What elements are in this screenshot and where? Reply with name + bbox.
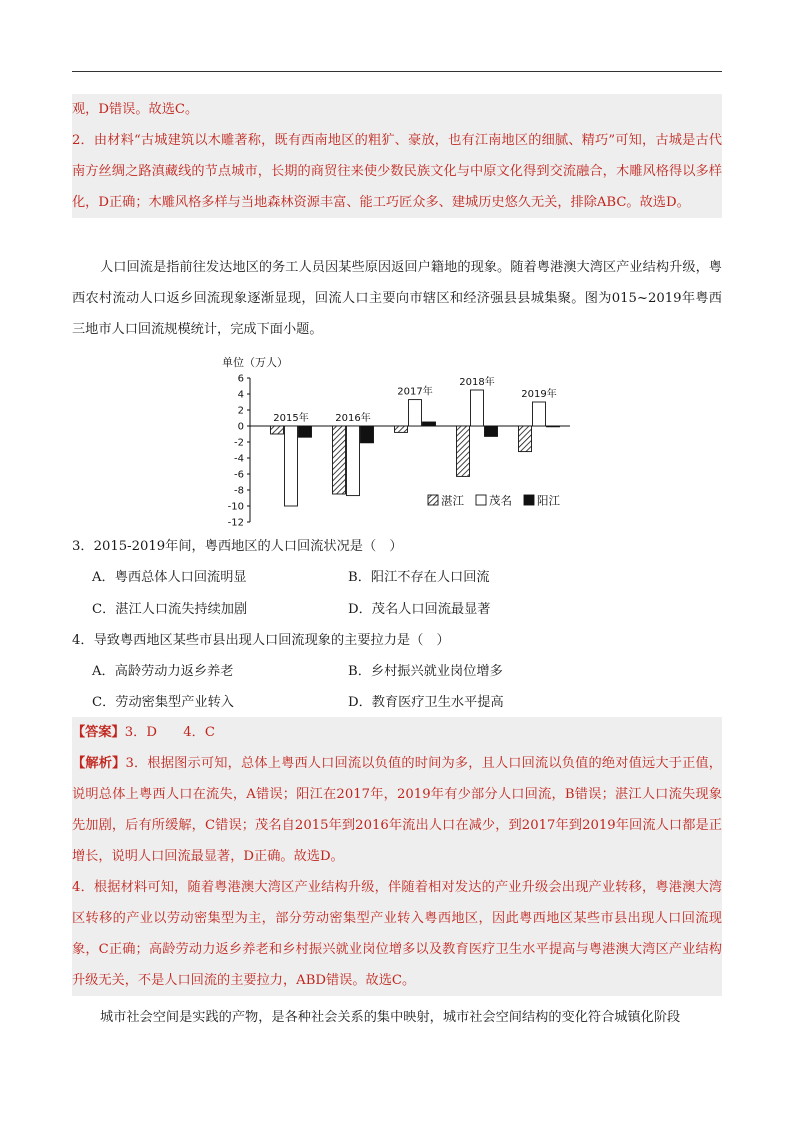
maoming-bar (533, 402, 546, 426)
y-tick-label: 2 (237, 405, 244, 417)
legend-swatch (524, 495, 534, 505)
q3-option-b[interactable]: B．阳江不存在人口回流 (348, 570, 490, 585)
legend-label: 湛江 (441, 493, 464, 508)
chart-svg (212, 352, 582, 532)
yangjiang-bar (547, 426, 560, 427)
maoming-bar (285, 426, 298, 506)
yangjiang-bar (361, 426, 374, 443)
maoming-bar (409, 400, 422, 426)
q4-option-a[interactable]: A．高龄劳动力返乡养老 (92, 664, 234, 679)
q3-option-d[interactable]: D．茂名人口回流最显著 (348, 602, 491, 617)
yangjiang-bar (485, 426, 498, 436)
population-return-chart (212, 352, 582, 532)
legend-label: 茂名 (489, 493, 512, 508)
analysis-q4: 4．根据材料可知，随着粤港澳大湾区产业结构升级，伴随着相对发达的产业升级会出现产业转移，粤港澳大湾区转移的产业以劳动密集型为主，部分劳动密集型产业转入粤西地区，因此粤西地区某些市县出现人口回流现象，C正确；高龄劳动力返乡养老和乡村振兴就业岗位增多以及教育医疗卫生水平提高与粤港澳大湾区产业结构升级无关，不是人口回流的主要拉力，ABD错误。故选C。 (72, 880, 722, 988)
header-rule (72, 71, 722, 72)
y-tick-label: -4 (234, 453, 244, 465)
y-tick-label: 4 (237, 389, 244, 401)
q4-option-c[interactable]: C．劳动密集型产业转入 (92, 695, 234, 710)
analysis-tag: 【解析】 (72, 756, 126, 771)
category-label: 2019年 (521, 389, 557, 400)
chart-unit-label: 单位（万人） (222, 356, 288, 369)
q3-option-a[interactable]: A．粤西总体人口回流明显 (92, 570, 247, 585)
analysis-q3 (72, 748, 722, 872)
answer-text: 3．D 4．C (124, 725, 215, 740)
analysis-q3-text: 3．根据图示可知，总体上粤西人口回流以负值的时间为多，且人口回流以负值的绝对值远大于正值，说明总体上粤西人口在流失，A错误；阳江在2017年，2019年有少部分人口回流，B错误；湛江人口流失现象先加剧，后有所缓解，C错误；茂名自2015年到2016年流出人口在减少，到2017年到2019年回流人口都是正增长，说明人口回流最显著，D正确。故选D。 (72, 756, 722, 864)
zhanjiang-bar (457, 426, 470, 476)
y-tick-label: -6 (234, 469, 244, 481)
legend-swatch (476, 495, 486, 505)
question-4-stem: 4．导致粤西地区某些市县出现人口回流现象的主要拉力是（ ） (72, 633, 450, 648)
y-tick-label: -10 (227, 501, 244, 513)
answer-analysis-block (72, 717, 722, 996)
zhanjiang-bar (395, 426, 408, 432)
y-tick-label: 6 (237, 373, 244, 385)
zhanjiang-bar (519, 426, 532, 452)
category-label: 2015年 (273, 413, 309, 424)
category-label: 2017年 (397, 386, 433, 398)
y-tick-label: -8 (234, 485, 244, 497)
legend-label: 阳江 (537, 493, 560, 508)
previous-answer-q2: 2．由材料“古城建筑以木雕著称，既有西南地区的粗犷、豪放，也有江南地区的细腻、精巧”可知，古城是古代南方丝绸之路滇藏线的节点城市，长期的商贸往来使少数民族文化与中原文化得到交流融合，木雕风格得以多样化，D正确；木雕风格多样与当地森林资源丰富、能工巧匠众多、建城历史悠久无关，排除ABC。故选D。 (72, 133, 722, 210)
next-question-intro (72, 1002, 722, 1033)
next-intro-text: 城市社会空间是实践的产物，是各种社会关系的集中映射，城市社会空间结构的变化符合城镇化阶段 (100, 1010, 681, 1025)
previous-answer-block (72, 94, 722, 218)
y-tick-label: -12 (227, 517, 244, 529)
y-tick-label: 0 (237, 421, 244, 433)
q4-option-b[interactable]: B．乡村振兴就业岗位增多 (348, 664, 503, 679)
maoming-bar (347, 426, 360, 496)
legend-swatch (428, 495, 438, 505)
intro-text: 人口回流是指前往发达地区的务工人员因某些原因返回户籍地的现象。随着粤港澳大湾区产业结构升级，粤西农村流动人口返乡回流现象逐渐显现，回流人口主要向市辖区和经济强县县城集聚。图为015~2019年粤西三地市人口回流规模统计，完成下面小题。 (72, 260, 722, 337)
question-intro (72, 252, 722, 345)
q4-option-d[interactable]: D．教育医疗卫生水平提高 (348, 695, 504, 710)
question-3-stem: 3．2015-2019年间，粤西地区的人口回流状况是（ ） (72, 539, 403, 554)
zhanjiang-bar (333, 426, 346, 494)
category-label: 2018年 (459, 377, 495, 388)
category-label: 2016年 (335, 413, 371, 424)
zhanjiang-bar (271, 426, 284, 434)
y-tick-label: -2 (234, 437, 244, 449)
answer-tag: 【答案】 (72, 725, 125, 740)
yangjiang-bar (423, 422, 436, 426)
previous-answer-tail: 观，D错误。故选C。 (72, 102, 199, 117)
yangjiang-bar (299, 426, 312, 437)
q3-option-c[interactable]: C．湛江人口流失持续加剧 (92, 602, 248, 617)
maoming-bar (471, 390, 484, 426)
answer-line (72, 717, 722, 748)
